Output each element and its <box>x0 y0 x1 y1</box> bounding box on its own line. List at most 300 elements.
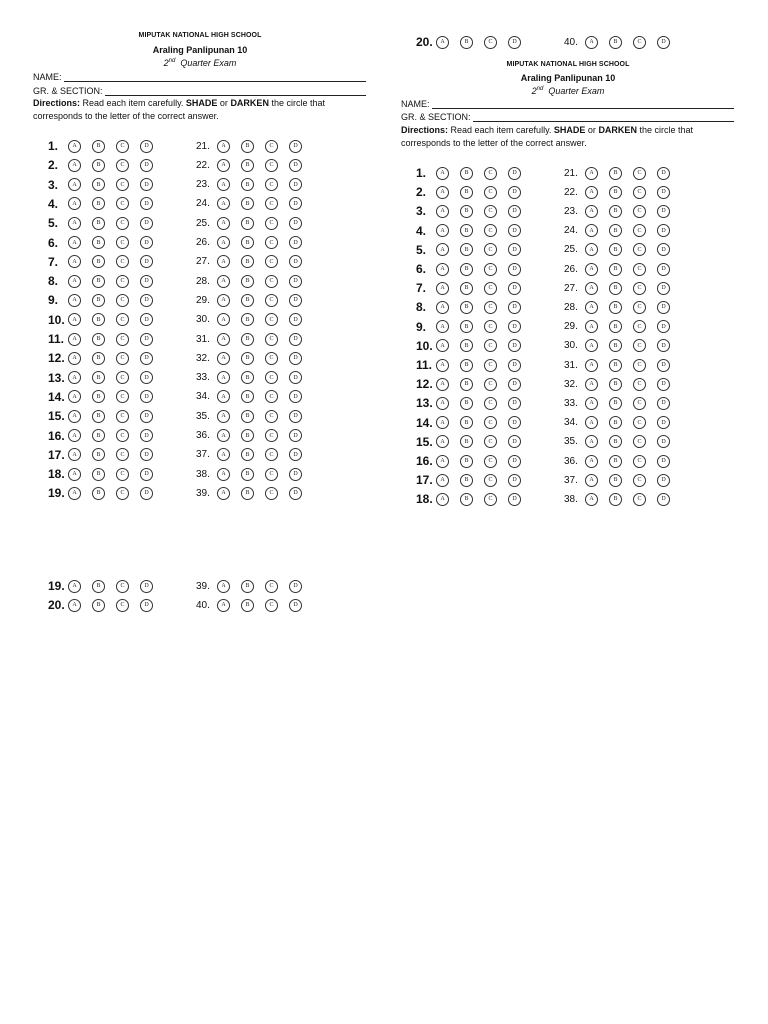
choice-bubble-b[interactable]: B <box>241 352 254 365</box>
choice-bubble-c[interactable]: C <box>265 580 278 593</box>
choice-bubble-a[interactable]: A <box>436 378 449 391</box>
choice-bubble-a[interactable]: A <box>217 275 230 288</box>
choice-bubble-c[interactable]: C <box>116 487 129 500</box>
choice-bubble-b[interactable]: B <box>92 140 105 153</box>
choice-bubble-d[interactable]: D <box>289 371 302 384</box>
choice-bubble-b[interactable]: B <box>460 186 473 199</box>
choice-bubble-c[interactable]: C <box>484 378 497 391</box>
choice-bubble-a[interactable]: A <box>217 236 230 249</box>
choice-bubble-c[interactable]: C <box>116 390 129 403</box>
choice-bubble-d[interactable]: D <box>140 217 153 230</box>
choice-bubble-c[interactable]: C <box>116 313 129 326</box>
choice-bubble-a[interactable]: A <box>436 359 449 372</box>
choice-bubble-a[interactable]: A <box>585 435 598 448</box>
choice-bubble-a[interactable]: A <box>436 397 449 410</box>
choice-bubble-a[interactable]: A <box>585 397 598 410</box>
choice-bubble-d[interactable]: D <box>289 140 302 153</box>
choice-bubble-a[interactable]: A <box>436 493 449 506</box>
choice-bubble-a[interactable]: A <box>217 159 230 172</box>
choice-bubble-d[interactable]: D <box>140 448 153 461</box>
choice-bubble-d[interactable]: D <box>289 487 302 500</box>
choice-bubble-b[interactable]: B <box>241 294 254 307</box>
choice-bubble-b[interactable]: B <box>460 224 473 237</box>
choice-bubble-a[interactable]: A <box>68 371 81 384</box>
choice-bubble-a[interactable]: A <box>217 468 230 481</box>
choice-bubble-d[interactable]: D <box>657 282 670 295</box>
choice-bubble-b[interactable]: B <box>609 320 622 333</box>
choice-bubble-a[interactable]: A <box>68 352 81 365</box>
choice-bubble-b[interactable]: B <box>241 448 254 461</box>
choice-bubble-d[interactable]: D <box>140 140 153 153</box>
choice-bubble-a[interactable]: A <box>68 429 81 442</box>
choice-bubble-b[interactable]: B <box>460 301 473 314</box>
choice-bubble-c[interactable]: C <box>484 339 497 352</box>
choice-bubble-d[interactable]: D <box>140 599 153 612</box>
choice-bubble-d[interactable]: D <box>140 197 153 210</box>
choice-bubble-c[interactable]: C <box>633 205 646 218</box>
choice-bubble-b[interactable]: B <box>241 390 254 403</box>
choice-bubble-c[interactable]: C <box>484 224 497 237</box>
choice-bubble-b[interactable]: B <box>460 378 473 391</box>
choice-bubble-d[interactable]: D <box>289 333 302 346</box>
choice-bubble-c[interactable]: C <box>633 224 646 237</box>
choice-bubble-d[interactable]: D <box>140 390 153 403</box>
choice-bubble-b[interactable]: B <box>92 448 105 461</box>
choice-bubble-c[interactable]: C <box>116 580 129 593</box>
choice-bubble-a[interactable]: A <box>217 429 230 442</box>
choice-bubble-b[interactable]: B <box>609 263 622 276</box>
choice-bubble-b[interactable]: B <box>241 140 254 153</box>
choice-bubble-c[interactable]: C <box>484 205 497 218</box>
choice-bubble-c[interactable]: C <box>633 416 646 429</box>
choice-bubble-d[interactable]: D <box>657 435 670 448</box>
choice-bubble-c[interactable]: C <box>265 390 278 403</box>
choice-bubble-d[interactable]: D <box>289 352 302 365</box>
choice-bubble-b[interactable]: B <box>92 580 105 593</box>
choice-bubble-c[interactable]: C <box>265 429 278 442</box>
choice-bubble-c[interactable]: C <box>484 301 497 314</box>
choice-bubble-b[interactable]: B <box>241 333 254 346</box>
choice-bubble-a[interactable]: A <box>436 243 449 256</box>
name-line[interactable] <box>432 99 734 109</box>
choice-bubble-c[interactable]: C <box>265 159 278 172</box>
choice-bubble-d[interactable]: D <box>289 468 302 481</box>
choice-bubble-c[interactable]: C <box>116 178 129 191</box>
choice-bubble-b[interactable]: B <box>460 397 473 410</box>
choice-bubble-d[interactable]: D <box>289 313 302 326</box>
choice-bubble-b[interactable]: B <box>92 410 105 423</box>
choice-bubble-c[interactable]: C <box>265 371 278 384</box>
choice-bubble-a[interactable]: A <box>436 167 449 180</box>
choice-bubble-a[interactable]: A <box>585 36 598 49</box>
choice-bubble-b[interactable]: B <box>92 159 105 172</box>
choice-bubble-c[interactable]: C <box>484 243 497 256</box>
choice-bubble-b[interactable]: B <box>460 167 473 180</box>
choice-bubble-c[interactable]: C <box>484 320 497 333</box>
choice-bubble-d[interactable]: D <box>289 217 302 230</box>
choice-bubble-d[interactable]: D <box>657 167 670 180</box>
choice-bubble-b[interactable]: B <box>609 301 622 314</box>
choice-bubble-b[interactable]: B <box>460 493 473 506</box>
choice-bubble-c[interactable]: C <box>116 294 129 307</box>
choice-bubble-c[interactable]: C <box>484 167 497 180</box>
choice-bubble-a[interactable]: A <box>585 359 598 372</box>
section-line[interactable] <box>473 112 734 122</box>
choice-bubble-d[interactable]: D <box>508 301 521 314</box>
choice-bubble-b[interactable]: B <box>609 205 622 218</box>
choice-bubble-b[interactable]: B <box>460 339 473 352</box>
choice-bubble-b[interactable]: B <box>460 416 473 429</box>
choice-bubble-a[interactable]: A <box>585 493 598 506</box>
choice-bubble-d[interactable]: D <box>140 371 153 384</box>
choice-bubble-b[interactable]: B <box>609 416 622 429</box>
choice-bubble-a[interactable]: A <box>585 378 598 391</box>
choice-bubble-c[interactable]: C <box>116 275 129 288</box>
choice-bubble-a[interactable]: A <box>436 282 449 295</box>
choice-bubble-c[interactable]: C <box>265 352 278 365</box>
choice-bubble-c[interactable]: C <box>116 599 129 612</box>
choice-bubble-c[interactable]: C <box>116 217 129 230</box>
choice-bubble-b[interactable]: B <box>609 397 622 410</box>
choice-bubble-c[interactable]: C <box>265 178 278 191</box>
choice-bubble-b[interactable]: B <box>241 410 254 423</box>
choice-bubble-d[interactable]: D <box>657 397 670 410</box>
choice-bubble-b[interactable]: B <box>460 359 473 372</box>
choice-bubble-b[interactable]: B <box>609 435 622 448</box>
choice-bubble-b[interactable]: B <box>241 468 254 481</box>
choice-bubble-c[interactable]: C <box>633 301 646 314</box>
choice-bubble-c[interactable]: C <box>484 263 497 276</box>
choice-bubble-a[interactable]: A <box>217 580 230 593</box>
choice-bubble-c[interactable]: C <box>633 243 646 256</box>
choice-bubble-a[interactable]: A <box>436 186 449 199</box>
choice-bubble-d[interactable]: D <box>140 487 153 500</box>
choice-bubble-a[interactable]: A <box>436 455 449 468</box>
choice-bubble-a[interactable]: A <box>436 36 449 49</box>
choice-bubble-d[interactable]: D <box>140 410 153 423</box>
name-line[interactable] <box>64 72 366 82</box>
choice-bubble-d[interactable]: D <box>140 333 153 346</box>
choice-bubble-a[interactable]: A <box>217 197 230 210</box>
choice-bubble-d[interactable]: D <box>657 378 670 391</box>
choice-bubble-a[interactable]: A <box>68 140 81 153</box>
choice-bubble-c[interactable]: C <box>116 255 129 268</box>
choice-bubble-a[interactable]: A <box>68 390 81 403</box>
choice-bubble-b[interactable]: B <box>460 455 473 468</box>
choice-bubble-b[interactable]: B <box>609 186 622 199</box>
choice-bubble-c[interactable]: C <box>633 339 646 352</box>
choice-bubble-d[interactable]: D <box>289 410 302 423</box>
choice-bubble-a[interactable]: A <box>217 313 230 326</box>
choice-bubble-b[interactable]: B <box>92 333 105 346</box>
choice-bubble-a[interactable]: A <box>68 313 81 326</box>
choice-bubble-c[interactable]: C <box>633 282 646 295</box>
choice-bubble-a[interactable]: A <box>585 320 598 333</box>
choice-bubble-c[interactable]: C <box>265 333 278 346</box>
choice-bubble-a[interactable]: A <box>217 140 230 153</box>
choice-bubble-a[interactable]: A <box>217 294 230 307</box>
choice-bubble-b[interactable]: B <box>460 36 473 49</box>
choice-bubble-c[interactable]: C <box>265 294 278 307</box>
choice-bubble-b[interactable]: B <box>609 493 622 506</box>
choice-bubble-c[interactable]: C <box>116 197 129 210</box>
choice-bubble-d[interactable]: D <box>140 352 153 365</box>
choice-bubble-d[interactable]: D <box>508 339 521 352</box>
choice-bubble-b[interactable]: B <box>241 599 254 612</box>
choice-bubble-d[interactable]: D <box>508 263 521 276</box>
choice-bubble-c[interactable]: C <box>116 159 129 172</box>
choice-bubble-c[interactable]: C <box>484 282 497 295</box>
choice-bubble-b[interactable]: B <box>241 255 254 268</box>
choice-bubble-d[interactable]: D <box>289 236 302 249</box>
choice-bubble-a[interactable]: A <box>68 410 81 423</box>
choice-bubble-b[interactable]: B <box>460 205 473 218</box>
choice-bubble-c[interactable]: C <box>116 429 129 442</box>
choice-bubble-b[interactable]: B <box>92 371 105 384</box>
choice-bubble-a[interactable]: A <box>217 371 230 384</box>
choice-bubble-b[interactable]: B <box>92 468 105 481</box>
choice-bubble-d[interactable]: D <box>508 186 521 199</box>
choice-bubble-a[interactable]: A <box>436 416 449 429</box>
choice-bubble-b[interactable]: B <box>609 282 622 295</box>
choice-bubble-c[interactable]: C <box>484 455 497 468</box>
choice-bubble-a[interactable]: A <box>68 159 81 172</box>
choice-bubble-d[interactable]: D <box>289 390 302 403</box>
choice-bubble-b[interactable]: B <box>92 429 105 442</box>
choice-bubble-d[interactable]: D <box>508 205 521 218</box>
choice-bubble-a[interactable]: A <box>436 224 449 237</box>
choice-bubble-a[interactable]: A <box>217 410 230 423</box>
choice-bubble-b[interactable]: B <box>609 474 622 487</box>
choice-bubble-d[interactable]: D <box>657 339 670 352</box>
choice-bubble-c[interactable]: C <box>116 448 129 461</box>
choice-bubble-b[interactable]: B <box>460 435 473 448</box>
choice-bubble-c[interactable]: C <box>116 468 129 481</box>
choice-bubble-b[interactable]: B <box>609 378 622 391</box>
choice-bubble-d[interactable]: D <box>289 429 302 442</box>
choice-bubble-c[interactable]: C <box>265 236 278 249</box>
choice-bubble-d[interactable]: D <box>657 263 670 276</box>
choice-bubble-b[interactable]: B <box>92 236 105 249</box>
choice-bubble-b[interactable]: B <box>609 243 622 256</box>
choice-bubble-a[interactable]: A <box>217 487 230 500</box>
choice-bubble-d[interactable]: D <box>657 455 670 468</box>
choice-bubble-c[interactable]: C <box>633 186 646 199</box>
choice-bubble-d[interactable]: D <box>289 580 302 593</box>
choice-bubble-c[interactable]: C <box>265 468 278 481</box>
choice-bubble-d[interactable]: D <box>508 243 521 256</box>
choice-bubble-d[interactable]: D <box>140 468 153 481</box>
choice-bubble-d[interactable]: D <box>657 36 670 49</box>
choice-bubble-b[interactable]: B <box>241 178 254 191</box>
choice-bubble-d[interactable]: D <box>508 36 521 49</box>
choice-bubble-c[interactable]: C <box>265 410 278 423</box>
choice-bubble-c[interactable]: C <box>265 448 278 461</box>
choice-bubble-d[interactable]: D <box>508 435 521 448</box>
choice-bubble-c[interactable]: C <box>116 371 129 384</box>
choice-bubble-a[interactable]: A <box>436 320 449 333</box>
choice-bubble-b[interactable]: B <box>92 217 105 230</box>
choice-bubble-c[interactable]: C <box>633 397 646 410</box>
choice-bubble-a[interactable]: A <box>585 167 598 180</box>
choice-bubble-a[interactable]: A <box>68 599 81 612</box>
name-field[interactable] <box>401 99 734 109</box>
choice-bubble-d[interactable]: D <box>140 159 153 172</box>
choice-bubble-d[interactable]: D <box>508 493 521 506</box>
choice-bubble-a[interactable]: A <box>217 599 230 612</box>
choice-bubble-c[interactable]: C <box>265 255 278 268</box>
choice-bubble-c[interactable]: C <box>633 263 646 276</box>
choice-bubble-d[interactable]: D <box>508 320 521 333</box>
choice-bubble-b[interactable]: B <box>92 599 105 612</box>
section-line[interactable] <box>105 86 366 96</box>
choice-bubble-c[interactable]: C <box>484 416 497 429</box>
choice-bubble-a[interactable]: A <box>68 255 81 268</box>
choice-bubble-d[interactable]: D <box>657 243 670 256</box>
choice-bubble-d[interactable]: D <box>289 275 302 288</box>
choice-bubble-b[interactable]: B <box>92 294 105 307</box>
choice-bubble-c[interactable]: C <box>265 217 278 230</box>
choice-bubble-c[interactable]: C <box>484 36 497 49</box>
choice-bubble-a[interactable]: A <box>217 390 230 403</box>
choice-bubble-b[interactable]: B <box>92 390 105 403</box>
choice-bubble-c[interactable]: C <box>265 313 278 326</box>
choice-bubble-a[interactable]: A <box>68 448 81 461</box>
choice-bubble-c[interactable]: C <box>116 410 129 423</box>
choice-bubble-c[interactable]: C <box>265 197 278 210</box>
choice-bubble-c[interactable]: C <box>633 455 646 468</box>
choice-bubble-d[interactable]: D <box>657 359 670 372</box>
choice-bubble-b[interactable]: B <box>241 429 254 442</box>
choice-bubble-a[interactable]: A <box>217 352 230 365</box>
choice-bubble-d[interactable]: D <box>289 448 302 461</box>
choice-bubble-c[interactable]: C <box>265 275 278 288</box>
choice-bubble-b[interactable]: B <box>241 313 254 326</box>
choice-bubble-c[interactable]: C <box>633 359 646 372</box>
choice-bubble-c[interactable]: C <box>265 140 278 153</box>
choice-bubble-b[interactable]: B <box>609 339 622 352</box>
choice-bubble-c[interactable]: C <box>484 435 497 448</box>
choice-bubble-c[interactable]: C <box>116 140 129 153</box>
choice-bubble-b[interactable]: B <box>460 474 473 487</box>
choice-bubble-b[interactable]: B <box>241 197 254 210</box>
choice-bubble-a[interactable]: A <box>585 224 598 237</box>
choice-bubble-a[interactable]: A <box>436 435 449 448</box>
choice-bubble-a[interactable]: A <box>585 282 598 295</box>
choice-bubble-d[interactable]: D <box>140 294 153 307</box>
choice-bubble-b[interactable]: B <box>92 178 105 191</box>
choice-bubble-b[interactable]: B <box>92 197 105 210</box>
choice-bubble-c[interactable]: C <box>265 487 278 500</box>
choice-bubble-d[interactable]: D <box>508 397 521 410</box>
choice-bubble-b[interactable]: B <box>609 359 622 372</box>
choice-bubble-c[interactable]: C <box>484 186 497 199</box>
choice-bubble-a[interactable]: A <box>585 339 598 352</box>
choice-bubble-a[interactable]: A <box>217 178 230 191</box>
choice-bubble-c[interactable]: C <box>484 359 497 372</box>
choice-bubble-d[interactable]: D <box>657 205 670 218</box>
section-field[interactable] <box>33 86 366 96</box>
choice-bubble-c[interactable]: C <box>484 474 497 487</box>
choice-bubble-a[interactable]: A <box>585 416 598 429</box>
choice-bubble-d[interactable]: D <box>140 580 153 593</box>
choice-bubble-d[interactable]: D <box>140 178 153 191</box>
choice-bubble-b[interactable]: B <box>609 455 622 468</box>
choice-bubble-c[interactable]: C <box>633 378 646 391</box>
choice-bubble-a[interactable]: A <box>585 455 598 468</box>
choice-bubble-c[interactable]: C <box>116 333 129 346</box>
choice-bubble-d[interactable]: D <box>508 282 521 295</box>
choice-bubble-a[interactable]: A <box>436 339 449 352</box>
choice-bubble-a[interactable]: A <box>68 236 81 249</box>
choice-bubble-d[interactable]: D <box>508 474 521 487</box>
choice-bubble-b[interactable]: B <box>241 371 254 384</box>
choice-bubble-a[interactable]: A <box>436 205 449 218</box>
choice-bubble-a[interactable]: A <box>68 217 81 230</box>
choice-bubble-b[interactable]: B <box>460 263 473 276</box>
name-field[interactable] <box>33 72 366 82</box>
choice-bubble-b[interactable]: B <box>92 255 105 268</box>
choice-bubble-a[interactable]: A <box>68 333 81 346</box>
choice-bubble-c[interactable]: C <box>484 397 497 410</box>
choice-bubble-d[interactable]: D <box>289 178 302 191</box>
choice-bubble-b[interactable]: B <box>241 487 254 500</box>
choice-bubble-a[interactable]: A <box>217 217 230 230</box>
choice-bubble-d[interactable]: D <box>289 197 302 210</box>
choice-bubble-b[interactable]: B <box>609 224 622 237</box>
choice-bubble-a[interactable]: A <box>585 301 598 314</box>
choice-bubble-d[interactable]: D <box>140 236 153 249</box>
choice-bubble-a[interactable]: A <box>68 275 81 288</box>
choice-bubble-a[interactable]: A <box>217 448 230 461</box>
choice-bubble-b[interactable]: B <box>92 352 105 365</box>
choice-bubble-a[interactable]: A <box>585 205 598 218</box>
choice-bubble-c[interactable]: C <box>633 320 646 333</box>
choice-bubble-a[interactable]: A <box>436 301 449 314</box>
choice-bubble-a[interactable]: A <box>217 333 230 346</box>
choice-bubble-d[interactable]: D <box>289 599 302 612</box>
choice-bubble-a[interactable]: A <box>436 263 449 276</box>
choice-bubble-a[interactable]: A <box>585 474 598 487</box>
choice-bubble-b[interactable]: B <box>92 275 105 288</box>
choice-bubble-d[interactable]: D <box>657 320 670 333</box>
choice-bubble-c[interactable]: C <box>265 599 278 612</box>
choice-bubble-a[interactable]: A <box>68 468 81 481</box>
section-field[interactable] <box>401 112 734 122</box>
choice-bubble-b[interactable]: B <box>609 36 622 49</box>
choice-bubble-d[interactable]: D <box>508 359 521 372</box>
choice-bubble-b[interactable]: B <box>241 236 254 249</box>
choice-bubble-a[interactable]: A <box>68 580 81 593</box>
choice-bubble-a[interactable]: A <box>217 255 230 268</box>
choice-bubble-d[interactable]: D <box>508 455 521 468</box>
choice-bubble-c[interactable]: C <box>116 352 129 365</box>
choice-bubble-d[interactable]: D <box>508 378 521 391</box>
choice-bubble-b[interactable]: B <box>241 580 254 593</box>
choice-bubble-d[interactable]: D <box>657 493 670 506</box>
choice-bubble-b[interactable]: B <box>460 320 473 333</box>
choice-bubble-d[interactable]: D <box>508 224 521 237</box>
choice-bubble-b[interactable]: B <box>92 313 105 326</box>
choice-bubble-d[interactable]: D <box>657 186 670 199</box>
choice-bubble-a[interactable]: A <box>68 487 81 500</box>
choice-bubble-c[interactable]: C <box>633 36 646 49</box>
choice-bubble-d[interactable]: D <box>289 159 302 172</box>
choice-bubble-b[interactable]: B <box>460 243 473 256</box>
choice-bubble-d[interactable]: D <box>140 255 153 268</box>
choice-bubble-d[interactable]: D <box>289 294 302 307</box>
choice-bubble-d[interactable]: D <box>508 416 521 429</box>
